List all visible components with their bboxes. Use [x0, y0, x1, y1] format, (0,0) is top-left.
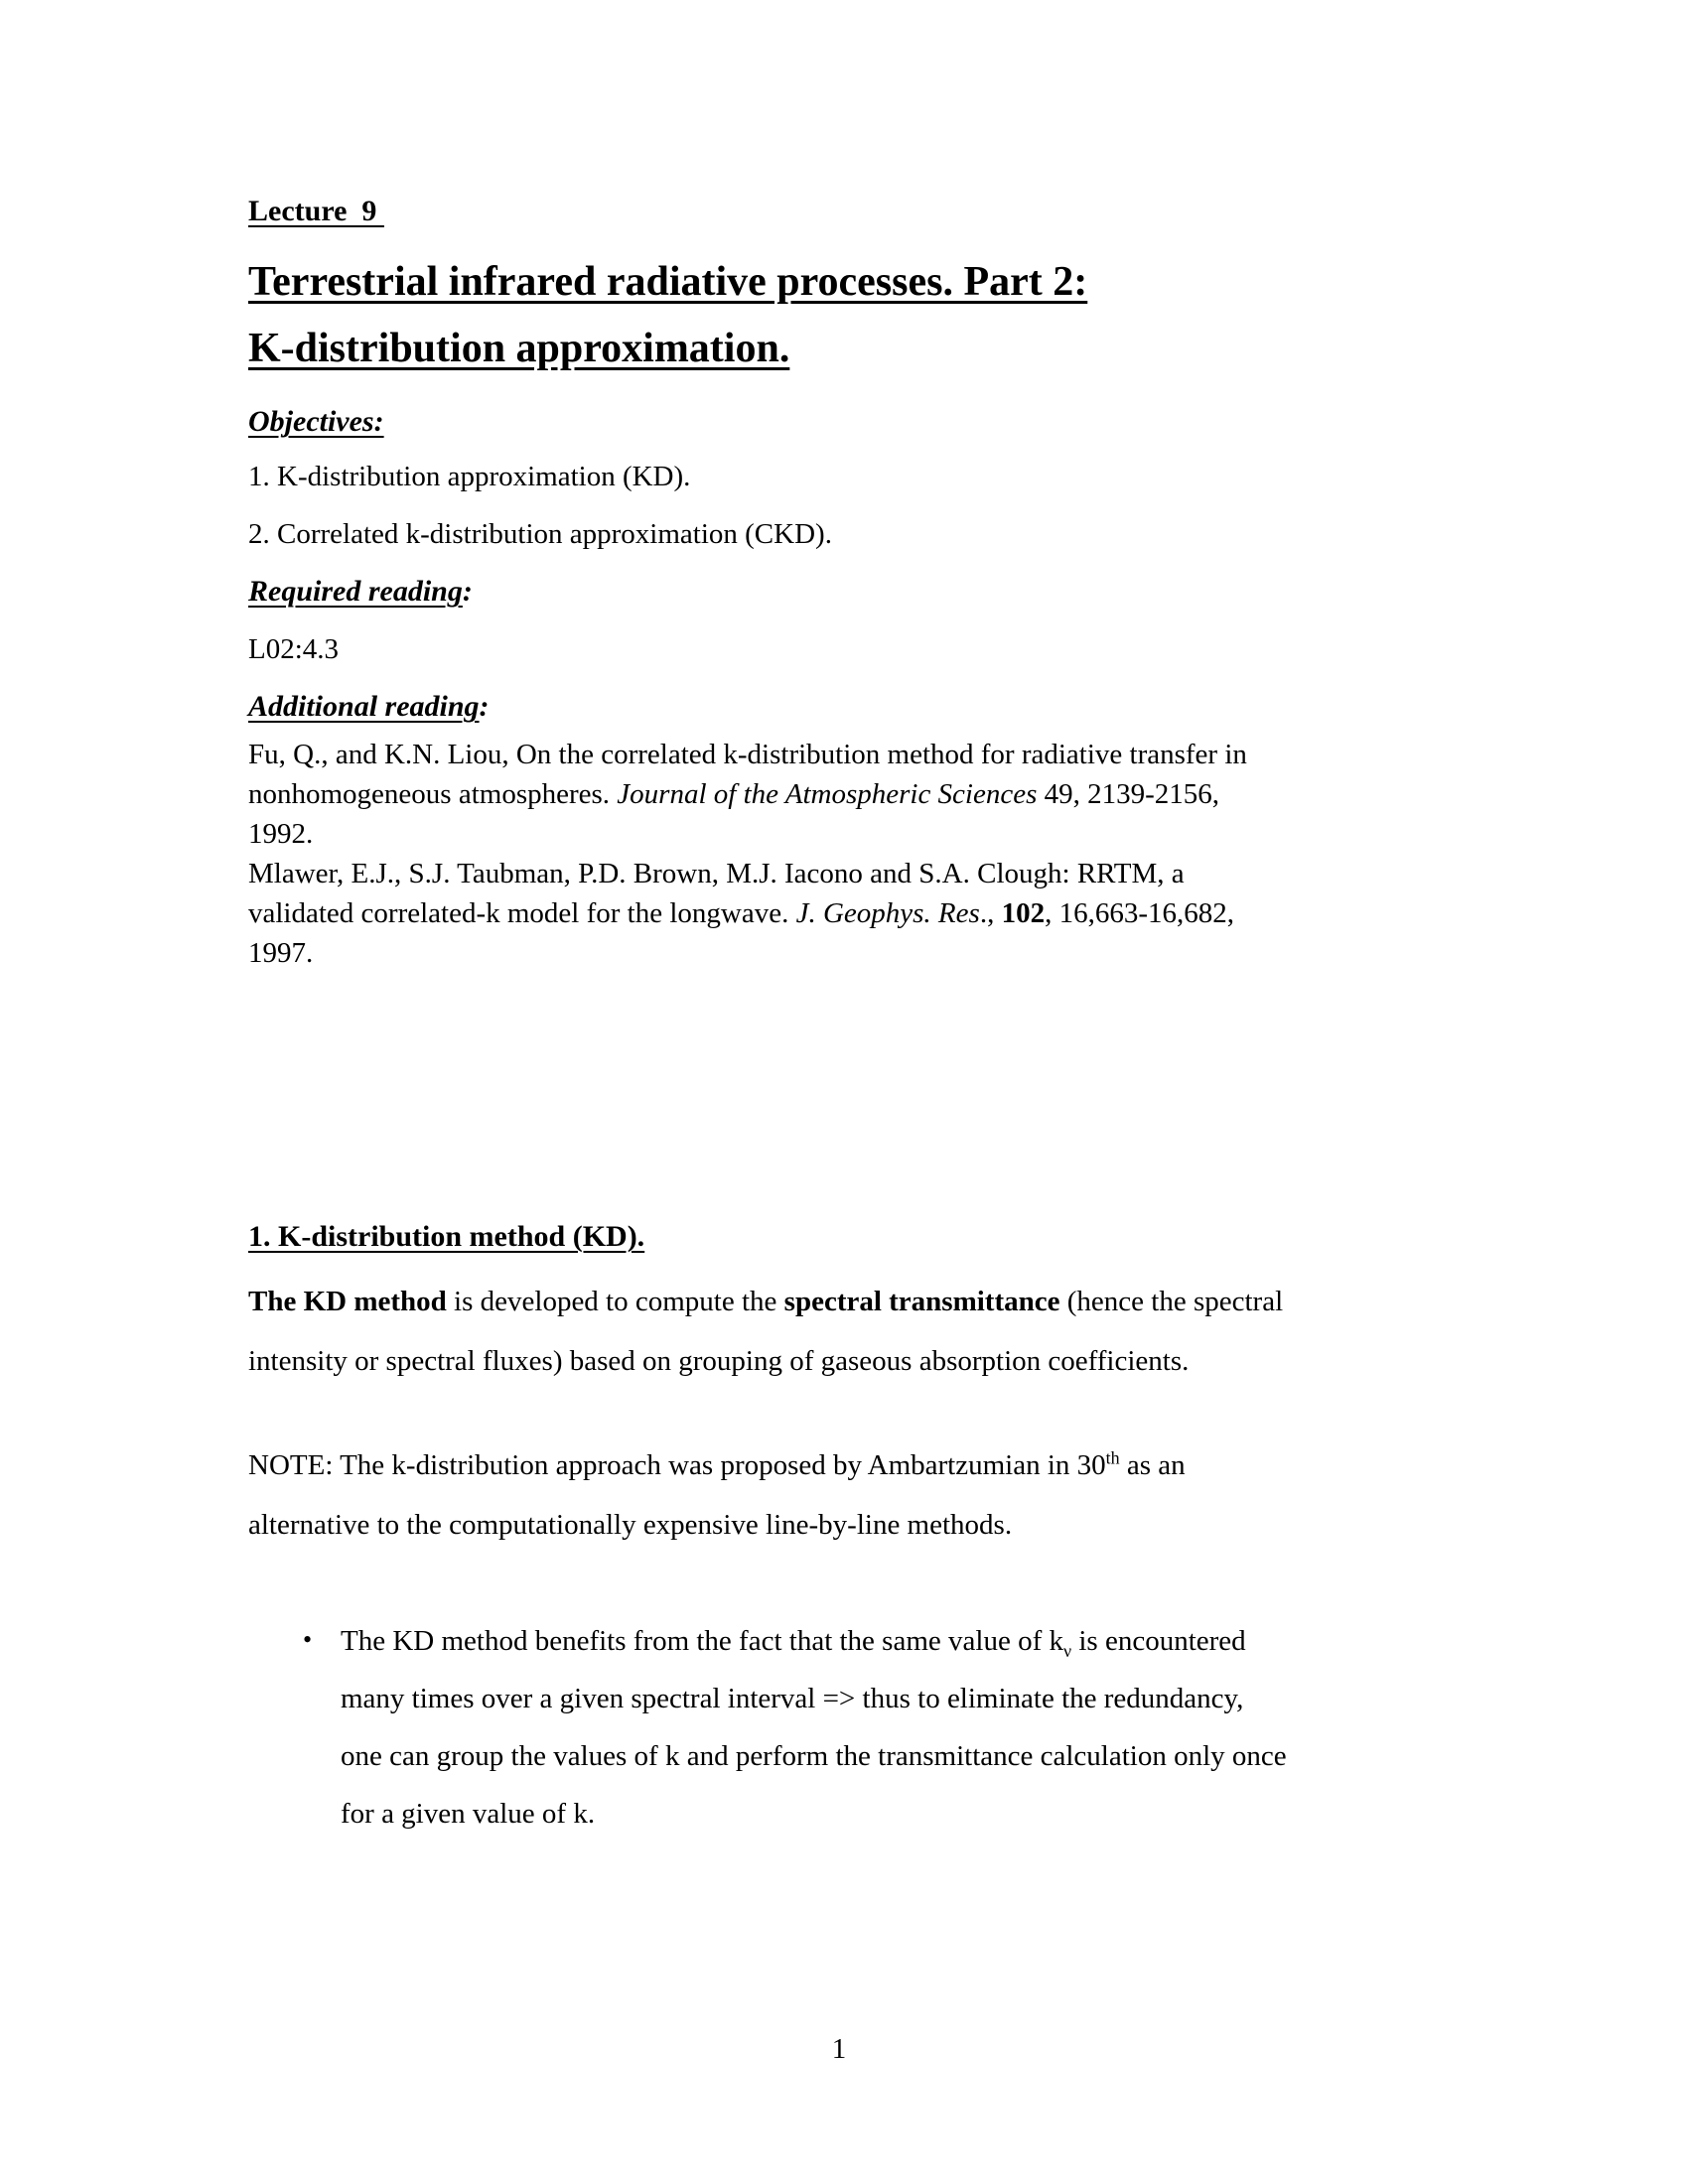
- reference-2-line2: validated correlated-k model for the longwave. J. Geophys. Res., 102, 16,663-16,682,: [248, 897, 1234, 929]
- reference-2: [248, 854, 1445, 973]
- superscript-th: th: [1105, 1447, 1120, 1468]
- journal-volume: 102: [1001, 897, 1046, 929]
- page-number: 1: [831, 2033, 847, 2065]
- bullet-line1: The KD method benefits from the fact that the same value of $k_\nu$ is encountered: [341, 1625, 1246, 1661]
- reference-1-line3: 1992.: [248, 818, 314, 850]
- objective-item-2: 2. Correlated k-distribution approximation (CKD).: [248, 518, 832, 550]
- reference-1-line1: Fu, Q., and K.N. Liou, On the correlated k-distribution method for radiative transfer in: [248, 739, 1247, 770]
- section-1-heading: 1. K-distribution method (KD).: [248, 1220, 645, 1253]
- kd-benefit-bullet: [248, 1612, 1445, 1843]
- document-title-line2: K-distribution approximation.: [248, 326, 790, 371]
- lecture-heading: [248, 194, 1445, 229]
- reference-2-line3: 1997.: [248, 937, 314, 969]
- bullet-line4: for a given value of k.: [341, 1798, 596, 1830]
- kd-method-line1: The KD method is developed to compute the spectral transmittance (hence the spectral: [248, 1286, 1284, 1317]
- note-line2: alternative to the computationally expensive line-by-line methods.: [248, 1509, 1013, 1541]
- kd-method-paragraph: [248, 1272, 1445, 1391]
- reference-list: [248, 735, 1445, 973]
- lecture-heading-text: Lecture 9: [248, 195, 384, 227]
- note-paragraph: [248, 1435, 1445, 1555]
- additional-reading-heading: Additional reading:: [248, 690, 490, 723]
- required-reading-heading: Required reading:: [248, 575, 473, 608]
- required-reading-colon: :: [462, 575, 473, 608]
- journal-title: Journal of the Atmospheric Sciences: [617, 778, 1038, 810]
- required-reading-text: L02:4.3: [248, 633, 340, 665]
- bullet-line3: one can group the values of k and perform the transmittance calculation only once: [341, 1740, 1287, 1772]
- reference-1: [248, 735, 1445, 854]
- subscript-nu: ν: [1062, 1640, 1072, 1661]
- bullet-line2: many times over a given spectral interval => thus to eliminate the redundancy,: [341, 1683, 1244, 1714]
- reference-1-line2: nonhomogeneous atmospheres. Journal of the Atmospheric Sciences 49, 2139-2156,: [248, 778, 1220, 810]
- objectives-heading: Objectives:: [248, 405, 384, 438]
- note-line1: NOTE: The k-distribution approach was proposed by Ambartzumian in 30th as an: [248, 1447, 1186, 1481]
- bullet-icon: •: [303, 1625, 313, 1654]
- reference-2-line1: Mlawer, E.J., S.J. Taubman, P.D. Brown, M.J. Iacono and S.A. Clough: RRTM, a: [248, 858, 1185, 889]
- page-content: [248, 194, 1445, 1843]
- additional-reading-colon: :: [479, 690, 490, 723]
- objective-item-1: 1. K-distribution approximation (KD).: [248, 461, 691, 492]
- kd-method-line2: intensity or spectral fluxes) based on grouping of gaseous absorption coefficients.: [248, 1345, 1190, 1377]
- document-title-line1: Terrestrial infrared radiative processes. Part 2:: [248, 259, 1088, 305]
- journal-title: J. Geophys. Res: [795, 897, 980, 929]
